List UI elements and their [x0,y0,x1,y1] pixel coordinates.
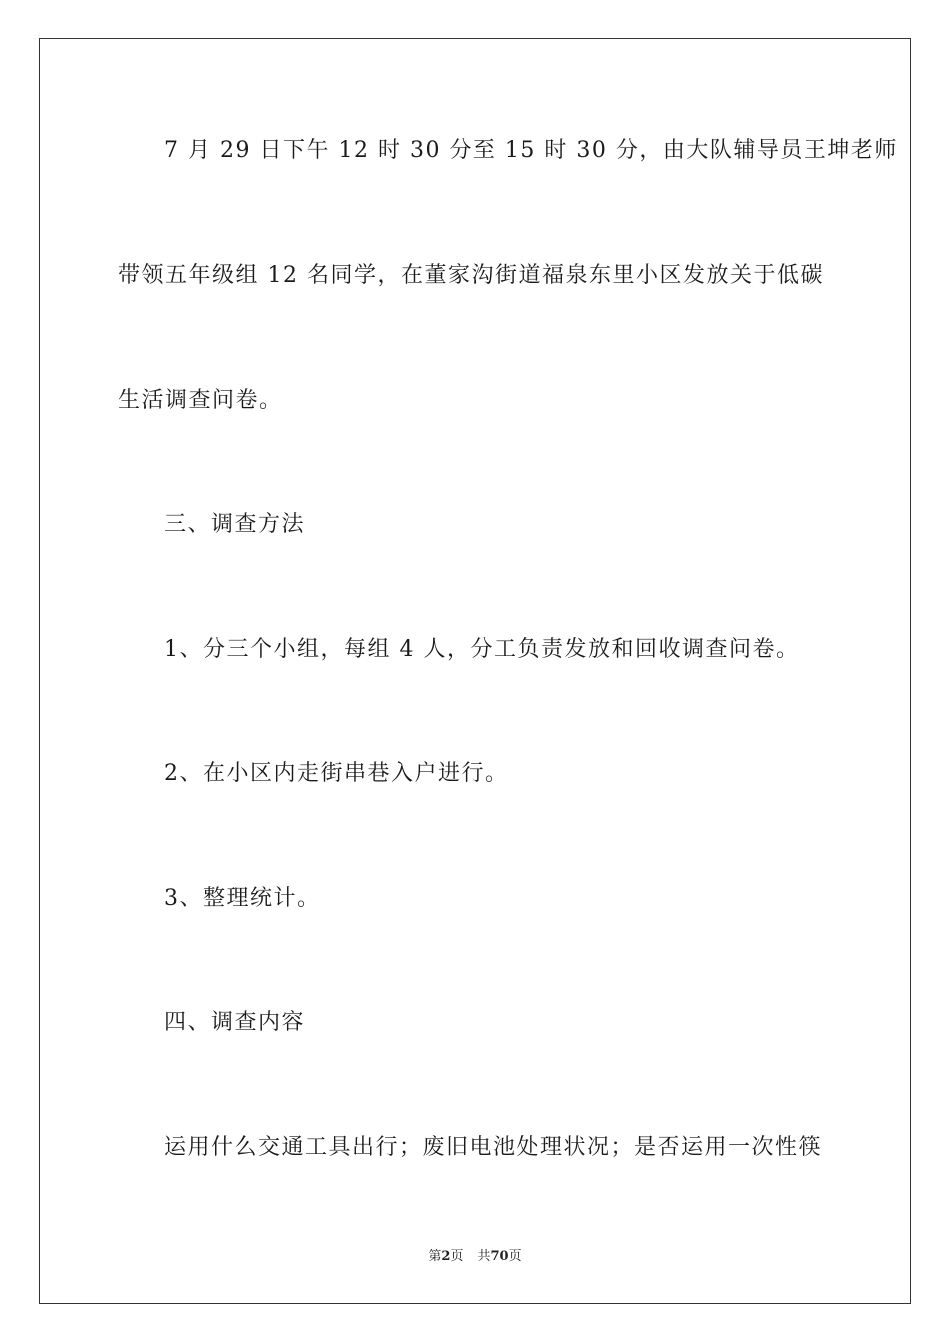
list-item-1: 1、分三个小组，每组 4 人，分工负责发放和回收调查问卷。 [164,637,800,662]
paragraph-line-content: 运用什么交通工具出行；废旧电池处理状况；是否运用一次性筷 [164,1135,823,1160]
footer-page-suffix: 页 [450,1249,464,1264]
page-border [39,38,911,1304]
paragraph-line-2: 带领五年级组 12 名同学，在董家沟街道福泉东里小区发放关于低碳 [118,263,824,288]
footer-total-pages: 70 [490,1249,509,1264]
paragraph-line-3: 生活调查问卷。 [118,388,283,413]
footer-page-prefix: 第 [428,1249,442,1264]
list-item-3: 3、整理统计。 [164,886,321,911]
footer-total-suffix: 页 [508,1249,522,1264]
footer-total-prefix: 共 [477,1249,491,1264]
page-footer [0,1248,950,1266]
section-heading-methods: 三、调查方法 [164,512,306,537]
footer-page-number: 2 [441,1249,451,1264]
paragraph-line-1: 7 月 29 日下午 12 时 30 分至 15 时 30 分，由大队辅导员王坤老师 [164,138,898,163]
list-item-2: 2、在小区内走街串巷入户进行。 [164,761,509,786]
section-heading-content: 四、调查内容 [164,1010,306,1035]
